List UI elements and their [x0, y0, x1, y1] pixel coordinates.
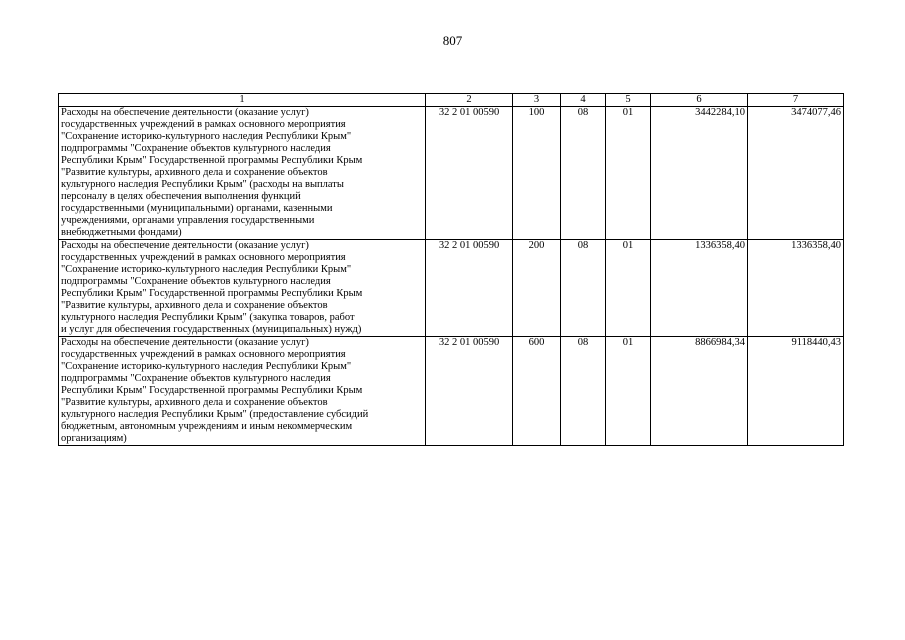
page-number: 807 — [442, 33, 463, 48]
table-row — [59, 240, 844, 337]
row-amount-col6: 1336358,40 — [651, 240, 748, 337]
row-col4: 08 — [561, 107, 606, 240]
row-col5: 01 — [606, 240, 651, 337]
row-code: 32 2 01 00590 — [426, 337, 513, 446]
row-col3: 600 — [513, 337, 561, 446]
row-description: Расходы на обеспечение деятельности (оказание услуг) государственных учреждений в рамках основного мероприятия "Сохранение историко-культурного наследия Республики Крым" подпрограммы "Сохранение объектов культурного наследия Республики Крым" Государственной программы Республики Крым "Развитие культуры, архивного дела и сохранение объектов культурного наследия Республики Крым" (закупка товаров, работ и услуг для обеспечения государственных (муниципальных) нужд) — [59, 240, 426, 337]
row-description: Расходы на обеспечение деятельности (оказание услуг) государственных учреждений в рамках основного мероприятия "Сохранение историко-культурного наследия Республики Крым" подпрограммы "Сохранение объектов культурного наследия Республики Крым" Государственной программы Республики Крым "Развитие культуры, архивного дела и сохранение объектов культурного наследия Республики Крым" (расходы на выплаты персоналу в целях обеспечения выполнения функций государственными (муниципальными) органами, казенными учреждениями, органами управления государственными внебюджетными фондами) — [59, 107, 426, 240]
header-cell: 5 — [606, 94, 651, 107]
row-description: Расходы на обеспечение деятельности (оказание услуг) государственных учреждений в рамках основного мероприятия "Сохранение историко-культурного наследия Республики Крым" подпрограммы "Сохранение объектов культурного наследия Республики Крым" Государственной программы Республики Крым "Развитие культуры, архивного дела и сохранение объектов культурного наследия Республики Крым" (предоставление субсидий бюджетным, автономным учреждениям и иным некоммерческим организациям) — [59, 337, 426, 446]
row-amount-col7: 3474077,46 — [748, 107, 844, 240]
row-col4: 08 — [561, 337, 606, 446]
header-cell: 7 — [748, 94, 844, 107]
table-row — [59, 337, 844, 446]
row-amount-col6: 8866984,34 — [651, 337, 748, 446]
row-code: 32 2 01 00590 — [426, 107, 513, 240]
header-cell: 3 — [513, 94, 561, 107]
row-amount-col7: 9118440,43 — [748, 337, 844, 446]
row-col5: 01 — [606, 337, 651, 446]
row-col3: 200 — [513, 240, 561, 337]
row-amount-col7: 1336358,40 — [748, 240, 844, 337]
row-col5: 01 — [606, 107, 651, 240]
header-cell: 1 — [59, 94, 426, 107]
row-col4: 08 — [561, 240, 606, 337]
table-header-row — [59, 94, 844, 107]
table-row — [59, 107, 844, 240]
header-cell: 2 — [426, 94, 513, 107]
row-amount-col6: 3442284,10 — [651, 107, 748, 240]
header-cell: 4 — [561, 94, 606, 107]
header-cell: 6 — [651, 94, 748, 107]
row-code: 32 2 01 00590 — [426, 240, 513, 337]
budget-table — [58, 93, 844, 446]
row-col3: 100 — [513, 107, 561, 240]
